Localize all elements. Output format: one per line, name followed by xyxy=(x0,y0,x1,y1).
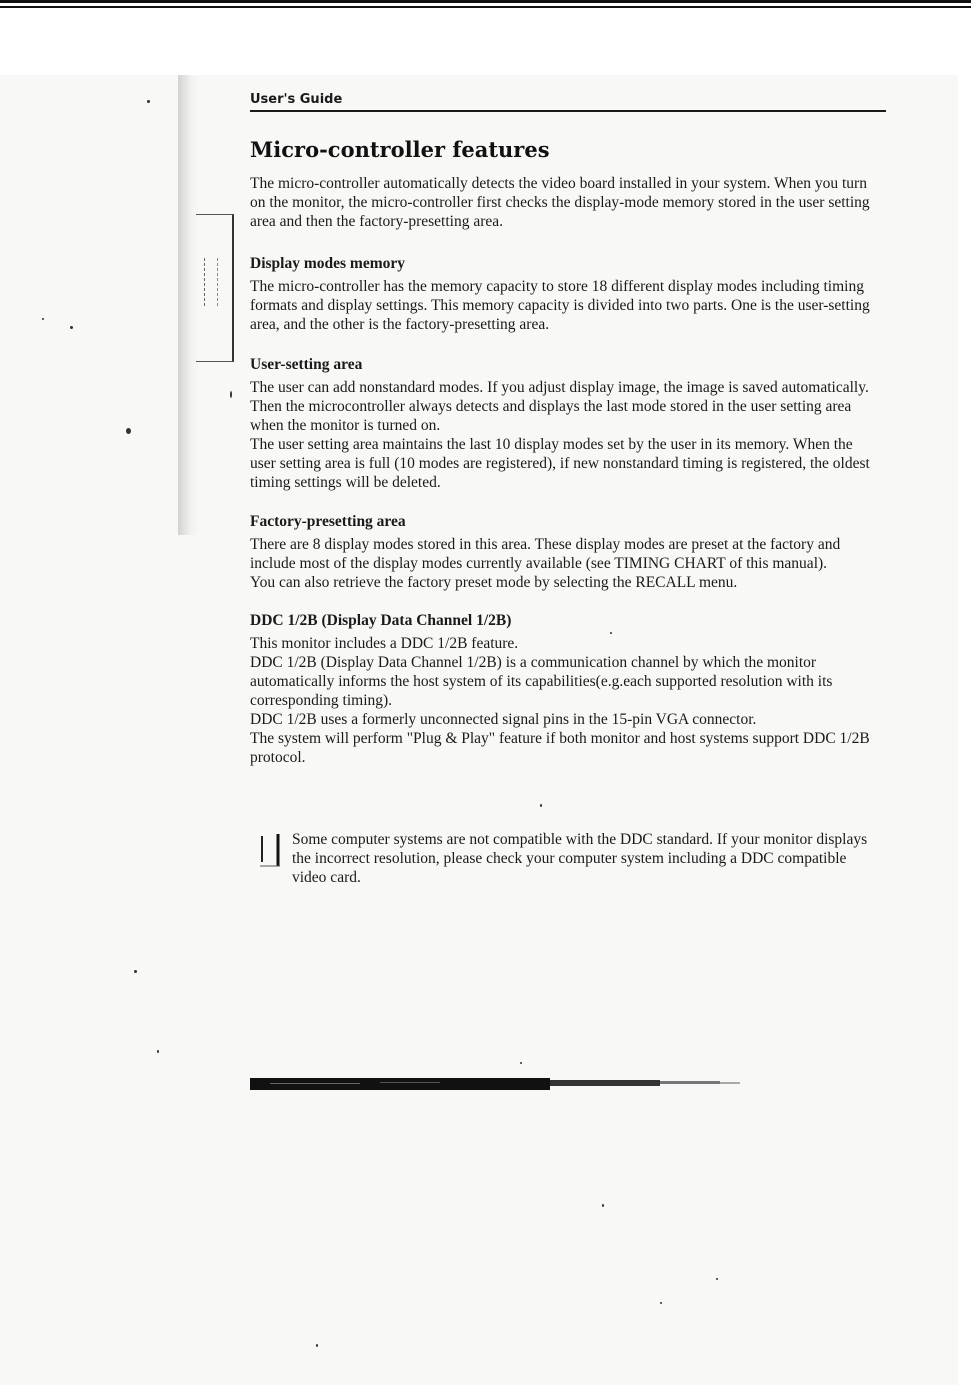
section-factory-presetting-area xyxy=(250,512,880,592)
scan-speck xyxy=(602,1204,604,1207)
scan-speck xyxy=(42,318,44,320)
top-rule xyxy=(0,0,971,3)
note-text: Some computer systems are not compatible with the DDC standard. If your monitor displays the incorrect resolution, please check your computer system including a DDC compatible video card. xyxy=(292,831,868,886)
section-heading: DDC 1/2B (Display Data Channel 1/2B) xyxy=(250,612,512,629)
scan-speck xyxy=(134,970,137,973)
running-header xyxy=(250,90,886,112)
scan-speck xyxy=(157,1050,159,1053)
section-paragraph: The user can add nonstandard modes. If you adjust display image, the image is saved automatically. Then the microcontroller always detects and displays the last mode stored in the user setting area when the monitor is turned on. xyxy=(250,379,869,434)
note-box xyxy=(258,830,878,887)
section-heading: Factory-presetting area xyxy=(250,513,406,530)
top-rule-secondary xyxy=(0,6,971,8)
section-paragraph: This monitor includes a DDC 1/2B feature. xyxy=(250,635,519,652)
scan-speck xyxy=(660,1302,662,1304)
section-display-modes-memory xyxy=(250,254,880,334)
scan-speck xyxy=(147,100,150,103)
scan-speck xyxy=(540,804,542,807)
page-title: Micro-controller features xyxy=(250,137,550,162)
section-paragraph: The user setting area maintains the last 10 display modes set by the user in its memory. When the user setting area is full (10 modes are registered), if new nonstandard timing is registered, the oldest timing settings will be deleted. xyxy=(250,436,870,491)
intro-paragraph: The micro-controller automatically detects the video board installed in your system. When you turn on the monitor, the micro-controller first checks the display-mode memory stored in the user setting area and then the factory-presetting area. xyxy=(250,175,870,230)
section-heading: User-setting area xyxy=(250,356,363,373)
section-user-setting-area xyxy=(250,355,880,492)
section-heading: Display modes memory xyxy=(250,255,405,272)
scan-speck xyxy=(230,391,232,398)
section-paragraph: There are 8 display modes stored in this area. These display modes are preset at the factory and include most of the display modes currently available (see TIMING CHART of this manual). xyxy=(250,536,841,572)
scan-speck xyxy=(126,428,131,434)
section-paragraph: The system will perform "Plug & Play" feature if both monitor and host systems support DDC 1/2B protocol. xyxy=(250,730,870,766)
scan-speck xyxy=(716,1278,718,1280)
scan-speck xyxy=(520,1062,522,1064)
section-paragraph: DDC 1/2B uses a formerly unconnected signal pins in the 15-pin VGA connector. xyxy=(250,711,757,728)
page-content xyxy=(250,174,880,767)
scan-speck xyxy=(610,632,612,634)
header-label: User's Guide xyxy=(250,92,343,107)
scan-speck xyxy=(70,326,73,329)
margin-marks xyxy=(204,258,218,306)
section-paragraph: The micro-controller has the memory capacity to store 18 different display modes including timing formats and display settings. This memory capacity is divided into two parts. One is the user-setting area, and the other is the factory-presetting area. xyxy=(250,278,870,333)
section-paragraph: You can also retrieve the factory preset mode by selecting the RECALL menu. xyxy=(250,574,738,591)
section-ddc xyxy=(250,611,880,767)
note-icon xyxy=(258,832,282,868)
footer-bar xyxy=(250,1074,740,1094)
section-paragraph: DDC 1/2B (Display Data Channel 1/2B) is a communication channel by which the monitor automatically informs the host system of its capabilities(e.g.each supported resolution with its corresponding timing). xyxy=(250,654,833,709)
scan-speck xyxy=(316,1344,318,1347)
